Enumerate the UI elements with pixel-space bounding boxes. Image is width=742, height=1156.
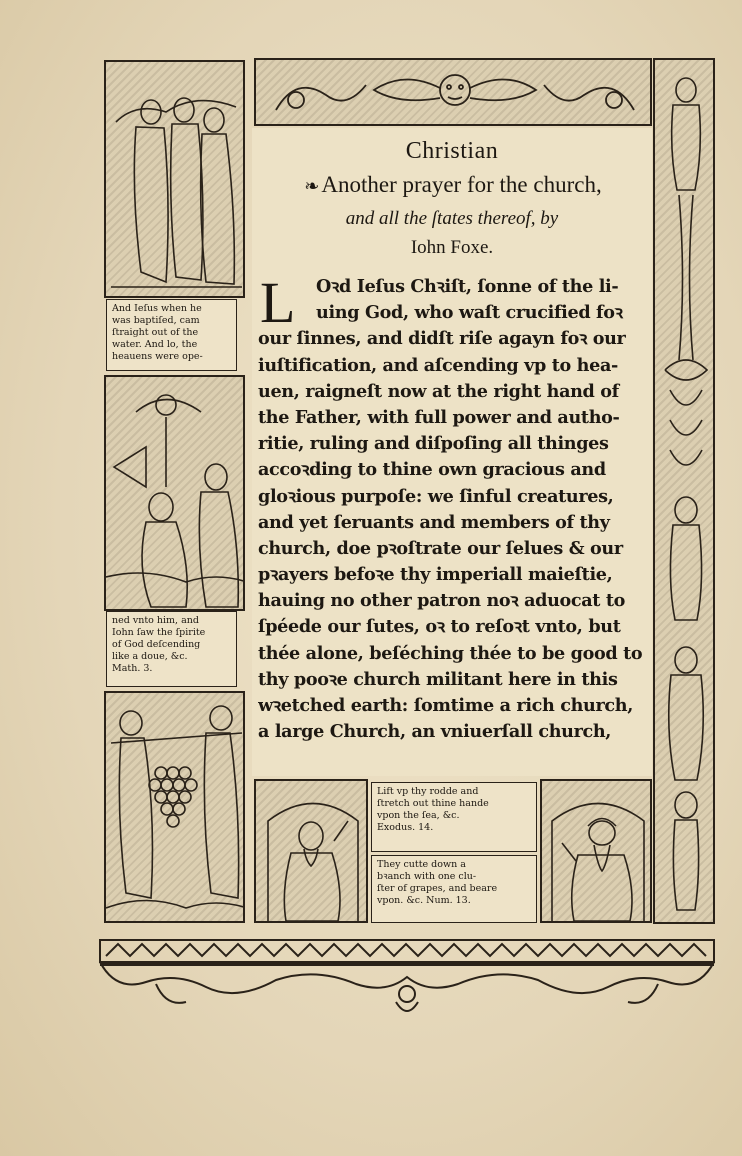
body-line: gloꝛious purpoſe: we ſinful creatures, <box>258 485 614 507</box>
body-line: Oꝛd Ieſus Chꝛiſt, ſonne of the li- <box>316 276 619 297</box>
body-line: uing God, who waſt crucified foꝛ <box>316 302 623 324</box>
figures-illustration <box>106 62 245 298</box>
body-line: ſpéede our ſutes, oꝛ to reſoꝛt vnto, but <box>258 616 621 638</box>
caption-numbers: They cutte down a bꝛanch with one clu- ſter of grapes, and beare vpon. &c. Num. 13. <box>371 855 537 923</box>
prophet-illustration <box>542 781 652 923</box>
scroll-ornament-graphic <box>96 932 718 1022</box>
prayer-heading <box>258 172 648 198</box>
prayer-heading-text: Another prayer for the church, <box>321 172 602 197</box>
body-line: ritie, ruling and diſpoſing all thinges <box>258 433 609 455</box>
body-line: a large Church, an vniuerſall church, <box>258 721 612 743</box>
top-woodcut-cherub-header <box>254 58 652 126</box>
cherub-ornament <box>256 60 652 126</box>
pillar-ornament <box>655 60 715 924</box>
body-line: church, doe pꝛoſtrate our ſelues & our <box>258 537 623 559</box>
fleuron-icon: ❧ <box>304 176 320 196</box>
left-woodcut-baptism-scene <box>104 375 245 611</box>
body-line: and yet ſeruants and members of thy <box>258 511 610 533</box>
caption-baptism-top: And Ieſus when he was baptiſed, cam ſtraight out of the water. And lo, the heauens were ope- <box>106 299 237 371</box>
caption-exodus: Lift vp thy rodde and ſtretch out thine hande vpon the ſea, &c. Exodus. 14. <box>371 782 537 852</box>
body-line: thée alone, beſéching thée to be good to <box>258 642 643 664</box>
body-line: iuſtification, and aſcending vp to hea- <box>258 354 618 376</box>
body-line: accoꝛding to thine own gracious and <box>258 459 606 481</box>
body-line: pꝛayers befoꝛe thy imperiall maieſtie, <box>258 564 613 586</box>
grape-bearers-illustration <box>106 693 245 923</box>
body-line: uen, raigneſt now at the right hand of <box>258 380 619 402</box>
body-line: wꝛetched earth: ſomtime a rich church, <box>258 695 633 716</box>
body-line: hauing no other patron noꝛ aduocat to <box>258 590 626 612</box>
bottom-woodcut-prophet <box>540 779 652 923</box>
left-woodcut-grapes <box>104 691 245 923</box>
caption-baptism-bottom: ned vnto him, and Iohn ſaw the ſpirite of God deſcending like a doue, &c. Math. 3. <box>106 611 237 687</box>
moses-illustration <box>256 781 368 923</box>
left-woodcut-baptism-top <box>104 60 245 298</box>
body-line: our ſinnes, and didſt riſe agayn foꝛ our <box>258 328 626 350</box>
bottom-woodcut-moses <box>254 779 368 923</box>
bottom-scroll-ornament <box>96 932 718 1022</box>
main-text-block <box>252 128 652 776</box>
prayer-body <box>258 270 646 745</box>
right-woodcut-pillar <box>653 58 715 924</box>
running-title: Christian <box>405 138 499 164</box>
drop-cap-initial: L <box>260 270 296 335</box>
baptism-illustration <box>106 377 245 611</box>
body-line: thy pooꝛe church militant here in this <box>258 668 618 690</box>
prayer-subheading: and all the ſtates thereof, by <box>345 208 559 229</box>
prayer-author: Iohn Foxe. <box>410 237 494 258</box>
body-line: the Father, with full power and autho- <box>258 406 620 428</box>
